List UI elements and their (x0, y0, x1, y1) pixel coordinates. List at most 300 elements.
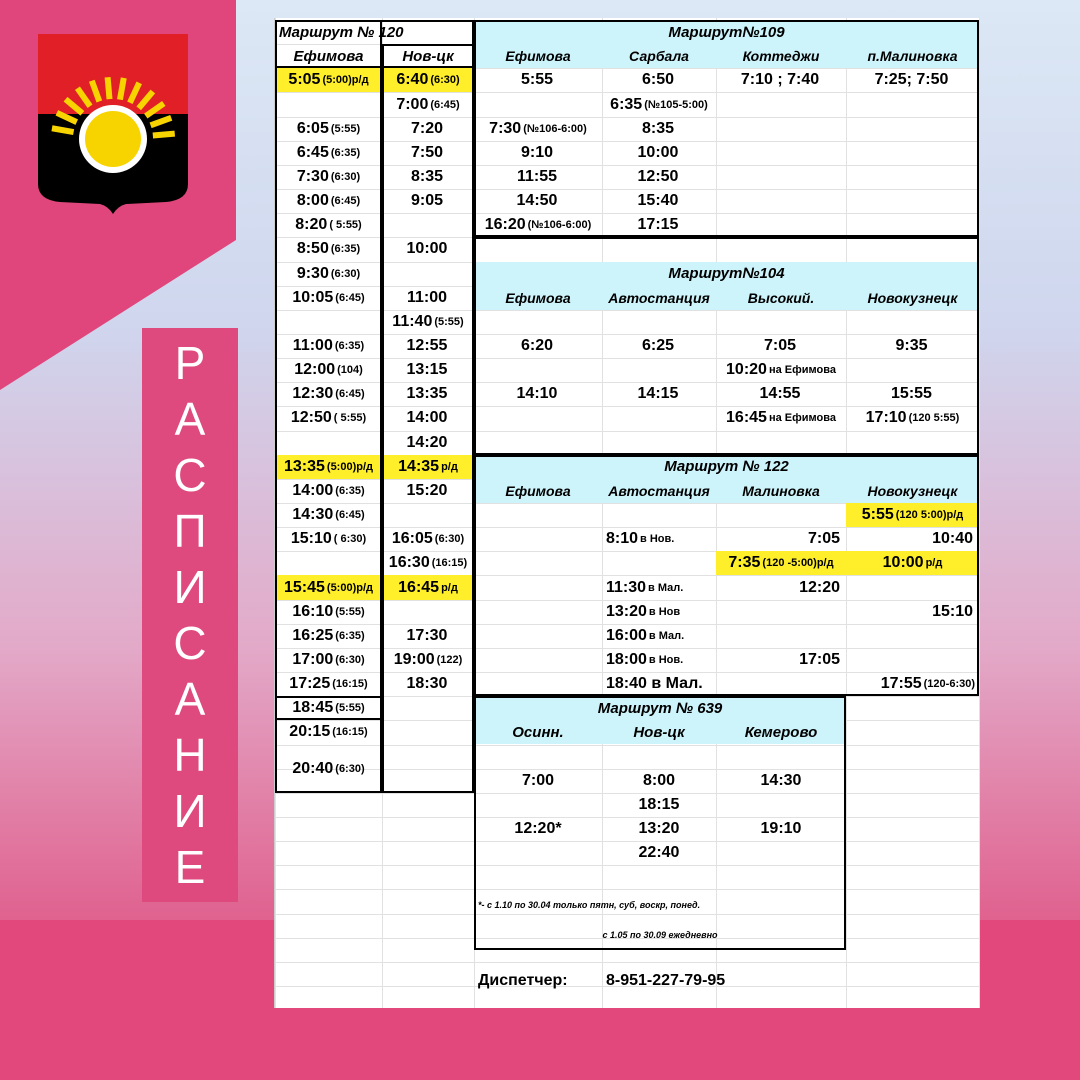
route-120-efimova-time (275, 286, 382, 310)
r122-col-header (474, 479, 602, 503)
r109-time-cell (474, 117, 602, 141)
cell-note: (6:35) (335, 629, 365, 642)
title-letter: А (174, 673, 206, 725)
r122-time-cell (602, 527, 716, 551)
route-120-novck-time (382, 237, 474, 261)
route-120-novck-time (382, 358, 474, 382)
cell-value: Высокий. (747, 289, 815, 306)
r109-time-cell (602, 189, 716, 213)
r104-time-cell (716, 334, 846, 358)
cell-note: в Мал. (648, 629, 685, 642)
coat-of-arms-emblem (38, 34, 188, 214)
route-120-novck-time (382, 189, 474, 213)
route-120-efimova-time (275, 334, 382, 358)
r122-time-cell (716, 551, 846, 575)
cell-note: (16:15) (431, 557, 468, 570)
r122-time-cell (846, 503, 979, 527)
title-letter: Р (174, 337, 206, 389)
route-120-efimova-time (275, 189, 382, 213)
r109-time-cell (474, 213, 602, 237)
r104-time-cell (846, 406, 979, 430)
r104-col-header (474, 286, 602, 310)
cell-note: (104) (337, 364, 363, 377)
cell-note: (6:35) (330, 243, 361, 256)
cell-note: (5:00)р/д (326, 581, 374, 594)
cell-value: Ефимова (505, 48, 571, 65)
r109-time-cell (602, 165, 716, 189)
cell-value: 7:30 (296, 167, 329, 185)
cell-value: Сарбала (629, 48, 689, 65)
route-120-novck-time (382, 406, 474, 430)
cell-value: 14:10 (516, 385, 558, 403)
cell-note: на Ефимова (768, 412, 836, 425)
route-120-novck-time (382, 165, 474, 189)
cell-note: в Нов (648, 605, 681, 618)
cell-note: (5:55) (335, 702, 365, 715)
route-120-efimova-time (275, 358, 382, 382)
route-120-novck-time (382, 479, 474, 503)
cell-value: 19:10 (760, 820, 802, 837)
cell-value: 9:10 (520, 143, 554, 161)
cell-note: (6:30) (335, 762, 365, 775)
cell-value: 12:30 (292, 385, 334, 403)
r639-title (474, 696, 846, 720)
cell-value: 8:00 (296, 192, 329, 210)
cell-value: 16:45 (726, 409, 767, 427)
cell-value: 13:35 (283, 457, 325, 475)
cell-note: (122) (436, 653, 463, 666)
r122-col-header (716, 479, 846, 503)
dispatcher-phone (602, 969, 846, 993)
r104-time-cell (716, 382, 846, 406)
cell-value: 6:50 (641, 71, 675, 89)
r122-time-cell (846, 527, 979, 551)
cell-note: ( 5:55) (333, 412, 367, 425)
cell-value: Маршрут № 122 (664, 458, 789, 476)
route-120-efimova-time (275, 213, 382, 237)
cell-value: 7:05 (763, 337, 797, 354)
route-120-novck-time (382, 382, 474, 406)
cell-value: 15:10 (290, 530, 332, 548)
cell-value: 11:00 (292, 337, 333, 354)
cell-value: п.Малиновка (867, 48, 958, 65)
cell-value: 13:15 (406, 361, 448, 379)
cell-value: 8-951-227-79-95 (606, 972, 726, 990)
route-120-novck-time (382, 672, 474, 696)
cell-value: Нов-цк (633, 723, 685, 741)
cell-value: 6:45 (296, 143, 329, 161)
r122-col-header (846, 479, 979, 503)
cell-value: Осинн. (512, 723, 564, 741)
cell-value: 6:40 (396, 71, 429, 89)
cell-note: (6:35) (334, 340, 365, 352)
cell-value: 7:00 (396, 95, 429, 113)
route-120-efimova-time (275, 720, 382, 744)
cell-value: Маршрут № 639 (597, 699, 723, 717)
route-120-col-efimova (275, 44, 382, 68)
cell-value: 8:50 (296, 240, 329, 258)
cell-note: р/д (925, 557, 943, 570)
route-120-novck-time (382, 575, 474, 599)
title-letter: А (174, 393, 206, 445)
cell-value: 17:00 (292, 650, 334, 668)
r104-time-cell (716, 358, 846, 382)
r109-time-cell (602, 213, 716, 237)
cell-value: 5:55 (861, 506, 894, 524)
r639-note-2 (474, 921, 846, 950)
cell-value: 20:40 (292, 759, 334, 777)
cell-value: 14:20 (406, 433, 448, 451)
cell-note: (6:45) (335, 509, 365, 522)
r109-time-cell (716, 68, 846, 92)
r122-time-cell (602, 672, 716, 696)
cell-value: 10:00 (637, 143, 679, 161)
cell-value: 5:55 (520, 71, 554, 89)
r639-time-cell (716, 769, 846, 793)
cell-value: 12:55 (406, 337, 448, 354)
r104-col-header (846, 286, 979, 310)
grid-line (275, 865, 979, 866)
route-120-novck-time (382, 551, 474, 575)
route-120-novck-time (382, 117, 474, 141)
cell-value: 8:35 (410, 167, 444, 185)
r109-time-cell (602, 92, 716, 116)
r122-time-cell (602, 648, 716, 672)
r639-time-cell (602, 817, 716, 841)
cell-value: 8:20 (295, 216, 328, 234)
cell-value: Нов-цк (402, 47, 454, 65)
r104-time-cell (716, 406, 846, 430)
cell-note: (16:15) (332, 726, 368, 739)
cell-value: Автостанция (608, 289, 710, 306)
dispatcher-label (474, 969, 602, 993)
cell-value: Новокузнецк (867, 289, 958, 306)
cell-value: 15:20 (406, 481, 448, 499)
r109-col-header (846, 44, 979, 68)
r122-time-cell (602, 600, 716, 624)
r639-col-header (602, 720, 716, 744)
r104-time-cell (846, 334, 979, 358)
cell-value: Малиновка (742, 482, 820, 499)
cell-value: 9:30 (296, 264, 329, 282)
cell-note: (6:45) (335, 388, 365, 401)
route-120-efimova-time (275, 575, 382, 599)
page-title (142, 337, 238, 893)
cell-note: (6:45) (330, 195, 361, 208)
cell-value: 10:05 (292, 288, 334, 306)
cell-value: 17:30 (406, 626, 448, 644)
cell-note: (5:55) (434, 315, 464, 328)
r109-col-header (602, 44, 716, 68)
cell-value: 14:15 (637, 385, 679, 403)
cell-value: 7:35 (728, 554, 761, 572)
cell-note: на Ефимова (768, 364, 836, 377)
cell-value: 8:35 (641, 119, 675, 137)
cell-value: 7:05 (807, 530, 840, 548)
cell-value: 14:30 (292, 506, 334, 524)
cell-value: 10:00 (882, 554, 924, 572)
cell-note: (5:55) (330, 122, 361, 135)
cell-value: 10:20 (726, 361, 767, 379)
cell-note: ( 5:55) (329, 219, 362, 232)
cell-value: 14:30 (760, 771, 802, 789)
cell-value: Кемерово (744, 723, 818, 741)
cell-value: 22:40 (638, 844, 680, 862)
cell-value: 12:00 (294, 361, 336, 379)
cell-note: (6:30) (335, 653, 365, 666)
r122-time-cell (846, 672, 979, 696)
cell-value: 14:55 (759, 385, 801, 403)
cell-note: р/д (441, 581, 458, 594)
r122-time-cell (716, 575, 846, 599)
cell-value: 7:30 (489, 119, 522, 137)
route-120-efimova-time (275, 382, 382, 406)
cell-value: 7:50 (410, 143, 444, 161)
r122-time-cell (716, 648, 846, 672)
route-120-novck-time (382, 431, 474, 455)
cell-note: (120 -5:00)р/д (762, 557, 834, 570)
cell-value: Новокузнецк (867, 482, 958, 499)
cell-value: 16:45 (398, 578, 440, 596)
r109-time-cell (474, 189, 602, 213)
route-120-efimova-time (275, 141, 382, 165)
title-letter: Н (173, 729, 207, 781)
schedule-sheet (274, 18, 979, 1008)
cell-value: 17:25 (289, 675, 331, 693)
r104-time-cell (602, 382, 716, 406)
route-120-novck-time (382, 455, 474, 479)
route-120-title (275, 20, 474, 44)
cell-value: 11:55 (516, 167, 558, 185)
r122-time-cell (846, 551, 979, 575)
route-120-novck-time (382, 334, 474, 358)
cell-value: 20:15 (289, 723, 331, 741)
cell-value: 17:55 (880, 675, 922, 693)
route-120-novck-time (382, 310, 474, 334)
r122-title (474, 455, 979, 479)
cell-value: 16:30 (388, 554, 430, 572)
cell-value: 10:00 (406, 240, 448, 258)
r104-time-cell (474, 382, 602, 406)
route-120-efimova-time (275, 262, 382, 286)
r122-time-cell (602, 624, 716, 648)
route-120-efimova-time (275, 479, 382, 503)
route-120-novck-time (382, 624, 474, 648)
r109-time-cell (602, 117, 716, 141)
cell-note: (6:30) (330, 170, 361, 183)
cell-value: 6:20 (520, 337, 554, 354)
cell-value: 8:00 (642, 771, 676, 789)
cell-note: (№106-6:00) (523, 122, 587, 135)
cell-note: в Мал. (648, 581, 684, 594)
cell-value: 7:20 (410, 119, 444, 137)
cell-value: Маршрут№109 (668, 23, 785, 41)
cell-value: 18:15 (638, 795, 680, 813)
route-120-efimova-time (275, 165, 382, 189)
cell-value: 14:50 (516, 192, 558, 210)
cell-value: Ефимова (293, 47, 364, 65)
cell-note: (№106-6:00) (527, 219, 592, 232)
cell-value: 15:40 (637, 192, 679, 210)
cell-note: (6:30) (430, 74, 460, 87)
cell-value: 15:45 (283, 578, 325, 596)
cell-value: 16:25 (292, 626, 334, 644)
cell-value: *- с 1.10 по 30.04 только пятн, суб, воскр, понед. (478, 900, 701, 911)
cell-note: (5:55) (335, 605, 365, 618)
cell-value: 15:55 (891, 385, 932, 403)
r109-time-cell (474, 68, 602, 92)
cell-value: 17:05 (799, 650, 840, 668)
title-letter: С (173, 617, 207, 669)
route-120-efimova-time (275, 745, 382, 793)
cell-value: 16:05 (391, 530, 433, 548)
cell-value: 6:35 (610, 95, 643, 113)
cell-value: 13:20 (606, 602, 647, 620)
route-120-efimova-time (275, 648, 382, 672)
cell-note: (120-6:30) (923, 678, 975, 691)
title-letter: Е (174, 841, 206, 893)
cell-value: 14:00 (406, 409, 448, 427)
cell-value: 17:15 (637, 216, 679, 234)
r639-note-1 (474, 889, 846, 920)
route-120-efimova-time (275, 527, 382, 551)
cell-value: 13:35 (406, 385, 448, 403)
cell-value: 7:00 (521, 771, 555, 789)
cell-note: (6:35) (330, 146, 361, 159)
route-120-efimova-time (275, 696, 382, 720)
route-120-novck-time (382, 92, 474, 116)
route-120-efimova-time (275, 600, 382, 624)
cell-note: р/д (441, 460, 458, 473)
r104-col-header (716, 286, 846, 310)
r109-time-cell (474, 141, 602, 165)
r122-col-header (602, 479, 716, 503)
cell-note: (6:45) (430, 98, 460, 111)
cell-value: 18:45 (292, 699, 334, 717)
route-120-novck-time (382, 527, 474, 551)
cell-note: (120 5:00)р/д (895, 509, 964, 522)
route-120-efimova-time (275, 117, 382, 141)
route-120-novck-time (382, 141, 474, 165)
route-120-novck-time (382, 68, 474, 92)
title-letter: И (173, 785, 207, 837)
cell-value: 18:30 (406, 675, 448, 693)
r109-time-cell (602, 141, 716, 165)
route-120-efimova-time (275, 68, 382, 92)
cell-note: (6:30) (434, 533, 465, 546)
route-120-efimova-time (275, 503, 382, 527)
cell-value: 13:20 (638, 820, 680, 837)
route-120-efimova-time (275, 237, 382, 261)
cell-value: с 1.05 по 30.09 ежедневно (602, 930, 718, 941)
cell-note: (6:35) (335, 484, 365, 497)
title-letter: П (173, 505, 207, 557)
cell-value: Ефимова (505, 482, 571, 499)
cell-note: (120 5:55) (908, 412, 960, 425)
cell-value: 17:10 (865, 409, 907, 427)
cell-value: 7:10 ; 7:40 (740, 71, 820, 89)
cell-note: (5:00)р/д (326, 460, 374, 473)
cell-note: (6:30) (330, 267, 361, 280)
cell-value: 12:50 (290, 409, 332, 427)
r639-time-cell (474, 817, 602, 841)
cell-value: 8:10 (606, 530, 639, 548)
cell-value: 18:40 в Мал. (606, 675, 703, 693)
r109-time-cell (602, 68, 716, 92)
grid-line (979, 18, 980, 1008)
cell-value: 12:20* (514, 820, 562, 837)
cell-note: (№105-5:00) (644, 98, 708, 111)
grid-line (716, 18, 717, 1008)
r639-time-cell (602, 769, 716, 793)
route-120-efimova-time (275, 455, 382, 479)
cell-note: (5:00)р/д (322, 74, 369, 87)
cell-value: Коттеджи (742, 48, 820, 65)
r639-time-cell (602, 841, 716, 865)
cell-value: 16:10 (292, 602, 334, 620)
cell-value: 16:00 (606, 626, 647, 644)
cell-note: в Нов. (648, 653, 684, 666)
r639-time-cell (602, 793, 716, 817)
cell-value: 5:05 (288, 71, 321, 89)
r639-time-cell (474, 769, 602, 793)
grid-line (275, 431, 979, 432)
grid-line (275, 962, 979, 963)
r104-time-cell (846, 382, 979, 406)
cell-note: (6:45) (335, 291, 365, 304)
r104-col-header (602, 286, 716, 310)
r122-time-cell (846, 600, 979, 624)
cell-value: 12:50 (637, 167, 679, 185)
r109-col-header (716, 44, 846, 68)
r104-time-cell (474, 334, 602, 358)
cell-value: 19:00 (393, 650, 435, 668)
r109-time-cell (846, 68, 979, 92)
r104-time-cell (602, 334, 716, 358)
r639-col-header (716, 720, 846, 744)
route-120-novck-time (382, 648, 474, 672)
r109-time-cell (474, 165, 602, 189)
route-120-efimova-time (275, 406, 382, 430)
cell-value: 7:25; 7:50 (874, 71, 949, 89)
cell-value: 6:25 (641, 337, 675, 354)
cell-value: Диспетчер: (478, 972, 568, 990)
r109-title (474, 20, 979, 44)
cell-value: 11:00 (406, 288, 448, 306)
r639-col-header (474, 720, 602, 744)
cell-value: 11:40 (392, 312, 433, 330)
cell-note: (16:15) (332, 678, 368, 691)
cell-value: 14:00 (292, 481, 334, 499)
cell-value: Автостанция (608, 482, 710, 499)
route-120-efimova-time (275, 672, 382, 696)
cell-value: Маршрут № 120 (279, 23, 404, 41)
cell-value: 18:00 (606, 650, 647, 668)
cell-note: ( 6:30) (333, 533, 367, 546)
r639-time-cell (716, 817, 846, 841)
route-120-novck-time (382, 286, 474, 310)
r122-time-cell (716, 527, 846, 551)
cell-note: в Нов. (640, 533, 675, 546)
grid-line (275, 310, 979, 311)
cell-value: 10:40 (932, 530, 973, 548)
title-letter: И (173, 561, 207, 613)
r122-time-cell (602, 575, 716, 599)
title-letter: С (173, 449, 207, 501)
cell-value: 15:10 (932, 602, 973, 620)
route-120-efimova-time (275, 624, 382, 648)
r109-col-header (474, 44, 602, 68)
